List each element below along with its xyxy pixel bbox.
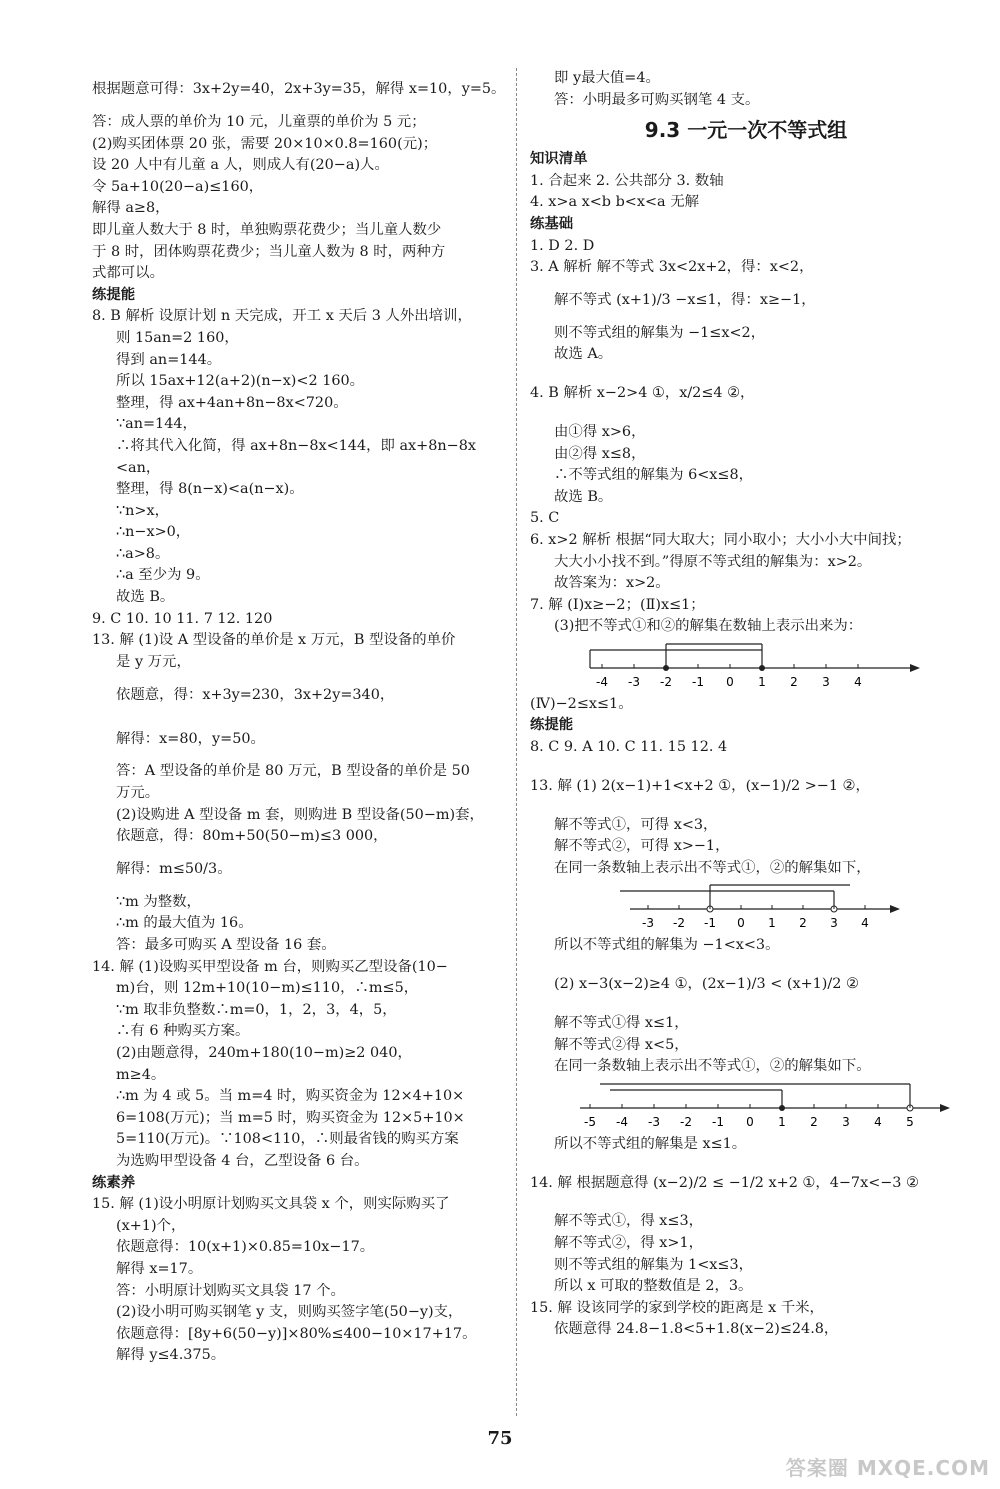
tick-label: -1 [704,916,716,931]
text-line: 14. 解 根据题意得 (x−2)/2 ≤ −1/2 x+2 ①，4−7x<−3 ② [530,1174,919,1191]
tick-label: 1 [778,1114,786,1129]
text-line: ∴n−x>0， [116,524,191,541]
text-line: 所以不等式组的解集为 −1<x<3。 [554,937,780,954]
text-line: 解不等式②，得 x>1， [554,1235,704,1251]
text-line: 依题意得：[8y+6(50−y)]×80%≤400−10×17+17。 [116,1325,477,1342]
text-line: 故选 B。 [116,589,175,606]
tick-label: -3 [642,916,654,931]
tick-label: -3 [628,674,640,689]
tick-label: 3 [830,916,838,931]
tick-label: 2 [810,1114,818,1129]
text-line: 15. 解 设该同学的家到学校的距离是 x 千米， [530,1299,824,1316]
text-line: 解不等式①得 x≤1， [554,1015,689,1032]
text-line: 解不等式 (x+1)/3 −x≤1，得：x≥−1， [554,291,816,308]
number-line-q7 [530,638,962,694]
text-line: 6. x>2 解析 根据“同大取大；同小取小；大小小大中间找； [530,531,911,548]
number-line-q13-2 [530,1078,962,1134]
column-divider [516,68,518,1416]
text-line: ∵n>x， [116,502,169,519]
text-line: 解得：x=80，y=50。 [116,730,265,747]
text-line: 3. A 解析 解不等式 3x<2x+2，得：x<2， [530,259,814,276]
text-line: 整理，得 8(n−x)<a(n−x)。 [116,481,304,498]
text-line: 7. 解 (Ⅰ)x≥−2；(Ⅱ)x≤1； [530,596,705,613]
text-line: 即儿童人数大于 8 时，单独购票花费少；当儿童人数少 [92,221,442,238]
text-line: 15. 解 (1)设小明原计划购买文具袋 x 个，则实际购买了 [92,1196,450,1213]
text-line: 1. 合起来 2. 公共部分 3. 数轴 [530,172,724,189]
text-line: 得到 an=144。 [116,351,222,368]
tick-label: -2 [680,1114,692,1129]
text-line: ∴将其代入化简，得 ax+8n−8x<144，即 ax+8n−8x [116,437,476,454]
page-number: 75 [487,1428,513,1449]
section-heading: 练提能 [92,286,136,303]
text-line: (x+1)个， [116,1217,186,1234]
tick-label: 0 [726,674,734,689]
tick-label: 2 [799,916,807,931]
text-line: 由①得 x>6， [554,423,646,440]
tick-label: -5 [584,1114,596,1129]
text-line: 由②得 x≤8， [554,445,646,462]
text-line: 5. C [530,510,560,527]
text-line: ∴a 至少为 9。 [116,567,210,584]
text-line: (2)设小明可购买钢笔 y 支，则购买签字笔(50−y)支， [116,1304,463,1321]
text-line: ∴有 6 种购买方案。 [116,1023,250,1040]
text-line: 13. 解 (1)设 A 型设备的单价是 x 万元，B 型设备的单价 [92,632,456,649]
tick-label: -4 [596,674,608,689]
tick-label: -2 [660,674,672,689]
text-line: ∴m 的最大值为 16。 [116,915,253,932]
tick-label: -3 [648,1114,660,1129]
text-line: 解得 a≥8， [92,200,170,217]
text-line: 8. B 解析 设原计划 n 天完成，开工 x 天后 3 人外出培训， [92,308,472,325]
text-line: 解不等式②得 x<5， [554,1036,689,1053]
text-line: 则不等式组的解集为 1<x≤3， [554,1256,754,1273]
text-line: m)台，则 12m+10(10−m)≤110，∴m≤5， [116,980,419,997]
text-line: 解不等式②，可得 x>−1， [554,838,730,855]
text-line: 故答案为：x>2。 [554,575,670,592]
text-line: (Ⅳ)−2≤x≤1。 [530,695,633,712]
section-heading: 知识清单 [530,151,588,168]
text-line: 解不等式①，得 x≤3， [554,1213,704,1230]
text-line: 解不等式①，可得 x<3， [554,816,718,833]
tick-label: 0 [746,1114,754,1129]
text-line: (2) x−3(x−2)≥4 ①，(2x−1)/3 < (x+1)/2 ② [554,976,859,993]
number-line-diagram [530,1078,962,1134]
text-line: ∴a>8。 [116,545,170,562]
text-line: 令 5a+10(20−a)≤160， [92,178,264,195]
text-line: 依题意，得：80m+50(50−m)≤3 000， [116,828,388,845]
text-line: 为选购甲型设备 4 台，乙型设备 6 台。 [116,1152,369,1169]
text-line: (3)把不等式①和②的解集在数轴上表示出来为： [554,618,863,635]
text-line: 万元。 [116,785,160,802]
text-line: 答：A 型设备的单价是 80 万元，B 型设备的单价是 50 [116,763,470,780]
tick-label: 4 [854,674,862,689]
tick-label: -1 [712,1114,724,1129]
text-line: 解得 y≤4.375。 [116,1347,226,1364]
number-line-q13-1 [530,879,962,935]
text-line: 4. x>a x<b b<x<a 无解 [530,194,699,211]
text-line: 大大小小找不到。”得原不等式组的解集为：x>2。 [554,553,872,570]
text-line: ∵an=144， [116,416,197,433]
tick-label: 4 [861,916,869,931]
tick-label: -2 [673,916,685,931]
text-line: m≥4。 [116,1066,166,1083]
text-line: (2)由题意得，240m+180(10−m)≥2 040， [116,1044,412,1061]
text-line: ∵m 取非负整数∴m=0，1，2，3，4，5， [116,1001,397,1018]
text-line: ∴m 为 4 或 5。当 m=4 时，购买资金为 12×4+10× [116,1088,465,1105]
tick-label: 1 [758,674,766,689]
text-line: (2)设购进 A 型设备 m 套，则购进 B 型设备(50−m)套， [116,806,484,823]
text-line: 则不等式组的解集为 −1≤x<2， [554,324,766,341]
tick-label: -1 [692,674,704,689]
text-line: 则 15an=2 160， [116,329,239,346]
text-line: 是 y 万元， [116,653,191,670]
text-line: 6=108(万元)；当 m=5 时，购买资金为 12×5+10× [116,1109,465,1126]
right-column [530,68,962,1341]
text-line: 故选 B。 [554,488,613,505]
section-heading: 练素养 [92,1174,136,1191]
text-line: 在同一条数轴上表示出不等式①，②的解集如下， [554,859,871,876]
watermark-logo: 答案圈 MXQE.COM [785,1456,990,1480]
tick-label: -4 [616,1114,628,1129]
number-line-diagram [530,638,962,694]
text-line: 即 y最大值=4。 [554,70,660,86]
tick-label: 1 [768,916,776,931]
text-line: 所以 x 可取的整数值是 2，3。 [554,1278,753,1295]
text-line: 根据题意可得：3x+2y=40，2x+3y=35，解得 x=10，y=5。 [92,81,506,98]
text-line: 答：小明原计划购买文具袋 17 个。 [116,1282,345,1299]
text-line: 4. B 解析 x−2>4 ①，x/2≤4 ②， [530,385,755,402]
tick-label: 4 [874,1114,882,1129]
text-line: 答：成人票的单价为 10 元，儿童票的单价为 5 元； [92,114,426,130]
text-line: 所以 15ax+12(a+2)(n−x)<2 160。 [116,373,365,390]
tick-label: 3 [842,1114,850,1129]
section-heading: 练基础 [530,215,574,232]
text-line: 答：最多可购买 A 型设备 16 套。 [116,937,336,953]
text-line: 在同一条数轴上表示出不等式①，②的解集如下。 [554,1058,871,1075]
text-line: 依题意得 24.8−1.8<5+1.8(x−2)≤24.8， [554,1321,839,1338]
text-line: 9. C 10. 10 11. 7 12. 120 [92,610,273,627]
text-line: <an， [116,459,161,476]
text-line: (2)购买团体票 20 张，需要 20×10×0.8=160(元)； [92,135,438,152]
text-line: 1. D 2. D [530,237,595,254]
text-line: 13. 解 (1) 2(x−1)+1<x+2 ①，(x−1)/2 >−1 ②， [530,777,870,794]
text-line: 5=110(万元)。∵108<110，∴则最省钱的购买方案 [116,1131,459,1148]
text-line: 解得 x=17。 [116,1260,203,1277]
section-heading: 练提能 [530,717,574,734]
text-line: 式都可以。 [92,265,164,282]
text-line: 14. 解 (1)设购买甲型设备 m 台，则购买乙型设备(10− [92,958,448,975]
text-line: ∵m 为整数， [116,893,201,910]
tick-label: 0 [737,916,745,931]
text-line: 所以不等式组的解集是 x≤1。 [554,1135,747,1152]
text-line: 8. C 9. A 10. C 11. 15 12. 4 [530,739,728,756]
text-line: 答：小明最多可购买钢笔 4 支。 [554,91,760,108]
section-title: 9.3 一元一次不等式组 [644,118,848,143]
tick-label: 3 [822,674,830,689]
text-line: 依题意得：10(x+1)×0.85=10x−17。 [116,1239,375,1256]
text-line: 整理，得 ax+4an+8n−8x<720。 [116,394,348,411]
text-line: 于 8 时，团体购票花费少；当儿童人数为 8 时，两种方 [92,243,446,260]
text-line: 解得：m≤50/3。 [116,861,232,878]
tick-label: 5 [906,1114,914,1129]
number-line-diagram [530,879,962,935]
tick-label: 2 [790,674,798,689]
text-line: 故选 A。 [554,346,613,363]
left-column [92,68,510,1367]
text-line: 依题意，得：x+3y=230，3x+2y=340， [116,686,395,703]
text-line: ∴不等式组的解集为 6<x≤8， [554,467,754,484]
text-line: 设 20 人中有儿童 a 人，则成人有(20−a)人。 [92,157,389,174]
